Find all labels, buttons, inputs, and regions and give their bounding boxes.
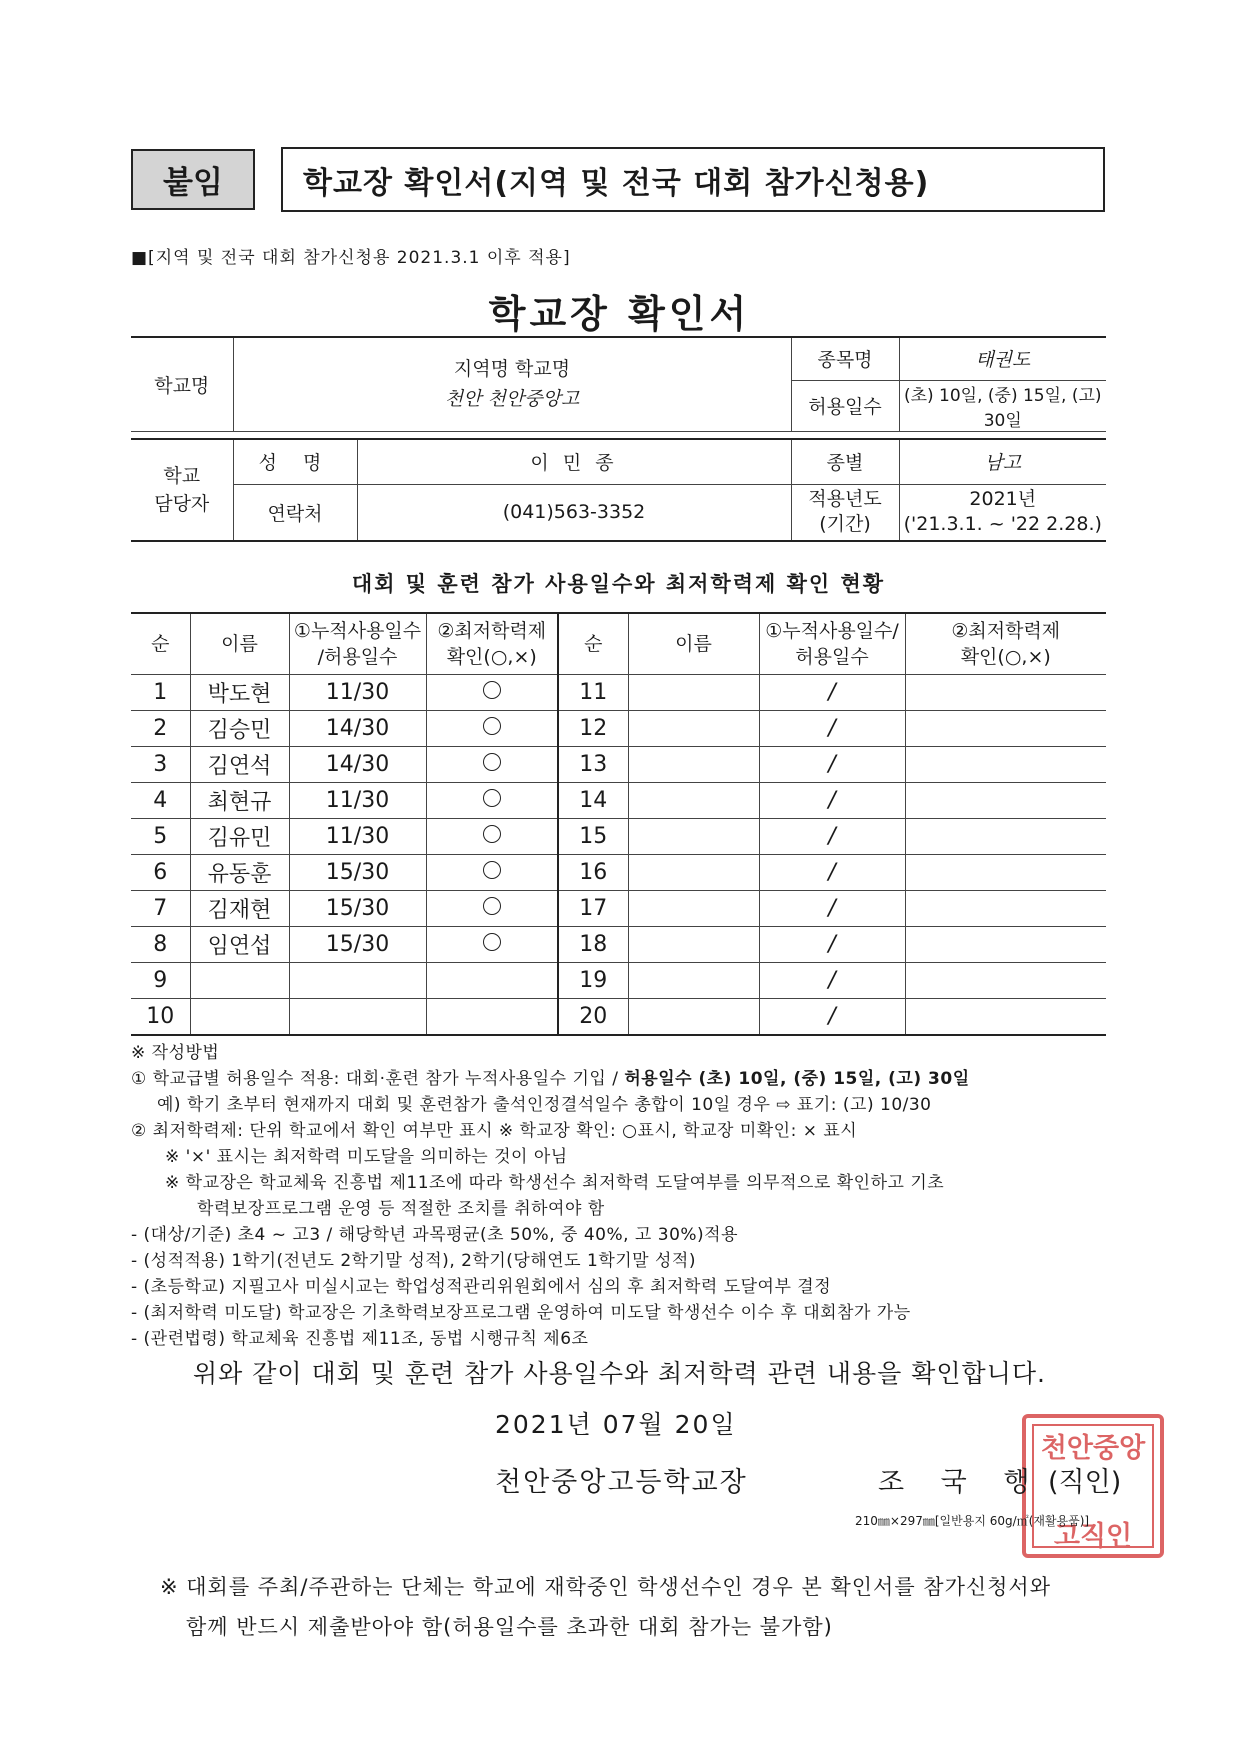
note-1: ① 학교급별 허용일수 적용: 대회·훈련 참가 누적사용일수 기입 / 허용일수 (초) 10일, (중) 15일, (고) 30일 (131, 1069, 970, 1089)
row-check (426, 855, 558, 891)
row-no: 3 (131, 747, 190, 783)
row-no: 6 (131, 855, 190, 891)
row-name-right (628, 855, 759, 891)
header-used-days-right: ①누적사용일수/ 허용일수 (759, 613, 905, 675)
row-no: 1 (131, 675, 190, 711)
paper-spec: 210㎜×297㎜[일반용지 60g/㎡(재활용품)] (855, 1514, 1090, 1528)
contact-value: (041)563-3352 (357, 484, 791, 541)
row-no: 4 (131, 783, 190, 819)
row-name-right (628, 711, 759, 747)
row-check-right (905, 747, 1106, 783)
row-no-right: 13 (558, 747, 628, 783)
row-name: 유동훈 (190, 855, 289, 891)
row-check (426, 711, 558, 747)
row-no-right: 18 (558, 927, 628, 963)
sport-value: 태권도 (899, 337, 1106, 380)
row-check (426, 927, 558, 963)
row-name: 최현규 (190, 783, 289, 819)
row-check-right (905, 927, 1106, 963)
row-check-right (905, 783, 1106, 819)
confirmed-circle-mark (483, 753, 501, 771)
row-name: 김유민 (190, 819, 289, 855)
row-no-right: 14 (558, 783, 628, 819)
principal-name: 조 국 행 (878, 1467, 1044, 1498)
row-name-right (628, 783, 759, 819)
table-row (131, 963, 1106, 999)
table-row (131, 855, 1106, 891)
header-check: ②최저학력제 확인(○,×) (426, 613, 558, 675)
school-label: 학교명 (131, 337, 233, 431)
table-row (131, 999, 1106, 1036)
row-used-days-right: / (759, 891, 905, 927)
row-name-right (628, 891, 759, 927)
row-check (426, 747, 558, 783)
allowed-days-label: 허용일수 (791, 380, 899, 431)
detail-5: - (관련법령) 학교체육 진흥법 제11조, 동법 시행규칙 제6조 (131, 1329, 589, 1349)
header-no-right: 순 (558, 613, 628, 675)
row-used-days-right: / (759, 927, 905, 963)
note-2: ② 최저학력제: 단위 학교에서 확인 여부만 표시 ※ 학교장 확인: ○표시, 학교장 미확인: × 표시 (131, 1121, 858, 1141)
row-name (190, 963, 289, 999)
row-used-days (289, 963, 426, 999)
row-used-days-right: / (759, 855, 905, 891)
row-no: 7 (131, 891, 190, 927)
row-check (426, 999, 558, 1036)
header-used-days: ①누적사용일수 /허용일수 (289, 613, 426, 675)
row-used-days: 15/30 (289, 927, 426, 963)
document-header-title: 학교장 확인서(지역 및 전국 대회 참가신청용) (281, 147, 1105, 212)
name-label: 성 명 (233, 439, 357, 484)
contact-label: 연락처 (233, 484, 357, 541)
row-check (426, 675, 558, 711)
attachment-tag: 붙임 (131, 149, 255, 210)
row-check (426, 783, 558, 819)
row-used-days-right: / (759, 747, 905, 783)
row-no: 5 (131, 819, 190, 855)
row-name-right (628, 963, 759, 999)
school-cell (233, 337, 791, 431)
row-no-right: 12 (558, 711, 628, 747)
row-no: 10 (131, 999, 190, 1036)
note-2-a: ※ '×' 표시는 최저학력 미도달을 의미하는 것이 아님 (165, 1147, 568, 1167)
table-row (131, 747, 1106, 783)
seal-label: (직인) (1048, 1467, 1122, 1498)
detail-4: - (최저학력 미도달) 학교장은 기초학력보장프로그램 운영하여 미도달 학생선수 이수 후 대회참가 가능 (131, 1303, 911, 1323)
row-name-right (628, 819, 759, 855)
gender-value: 남고 (899, 439, 1106, 484)
row-name (190, 999, 289, 1036)
row-check-right (905, 855, 1106, 891)
row-used-days: 15/30 (289, 891, 426, 927)
row-no-right: 15 (558, 819, 628, 855)
row-name: 김재현 (190, 891, 289, 927)
official-seal-stamp: 천안중앙 고직인 (1022, 1414, 1164, 1558)
confirmed-circle-mark (483, 789, 501, 807)
row-name-right (628, 999, 759, 1036)
row-used-days-right: / (759, 783, 905, 819)
detail-2: - (성적적용) 1학기(전년도 2학기말 성적), 2학기(당해연도 1학기말 성적) (131, 1251, 696, 1271)
section-title: 대회 및 훈련 참가 사용일수와 최저학력제 확인 현황 (351, 572, 886, 596)
applicability-note: ■[지역 및 전국 대회 참가신청용 2021.3.1 이후 적용] (131, 248, 571, 268)
row-check (426, 891, 558, 927)
allowed-days-value: (초) 10일, (중) 15일, (고) 30일 (899, 380, 1106, 431)
instructions (131, 1040, 1121, 1352)
row-no: 9 (131, 963, 190, 999)
note-2-b: ※ 학교장은 학교체육 진흥법 제11조에 따라 학생선수 최저학력 도달여부를 의무적으로 확인하고 기초 (165, 1173, 945, 1193)
detail-1: - (대상/기준) 초4 ~ 고3 / 해당학년 과목평균(초 50%, 중 40%, 고 30%)적용 (131, 1225, 739, 1245)
row-check-right (905, 819, 1106, 855)
region-school-label: 지역명 학교명 (453, 358, 571, 381)
row-used-days-right: / (759, 675, 905, 711)
table-row (131, 819, 1106, 855)
row-used-days: 11/30 (289, 819, 426, 855)
participation-table (131, 612, 1106, 1036)
row-name-right (628, 747, 759, 783)
row-name: 임연섭 (190, 927, 289, 963)
header-name: 이름 (190, 613, 289, 675)
header-check-right: ②최저학력제 확인(○,×) (905, 613, 1106, 675)
row-check (426, 963, 558, 999)
row-check-right (905, 891, 1106, 927)
table-row (131, 891, 1106, 927)
confirmed-circle-mark (483, 897, 501, 915)
row-used-days: 15/30 (289, 855, 426, 891)
school-name-value: 천안 천안중앙고 (444, 388, 580, 411)
confirmed-circle-mark (483, 825, 501, 843)
header-name-right: 이름 (628, 613, 759, 675)
row-name-right (628, 675, 759, 711)
year-value: 2021년 ('21.3.1. ~ '22 2.28.) (899, 484, 1106, 541)
row-no: 8 (131, 927, 190, 963)
row-used-days (289, 999, 426, 1036)
row-used-days: 11/30 (289, 783, 426, 819)
note-1-example: 예) 학기 초부터 현재까지 대회 및 훈련참가 출석인정결석일수 총합이 10일 경우 ⇨ 표기: (고) 10/30 (157, 1095, 932, 1115)
year-label: 적용년도 (기간) (791, 484, 899, 541)
school-info-table (131, 336, 1106, 542)
row-check-right (905, 963, 1106, 999)
row-used-days-right: / (759, 711, 905, 747)
row-used-days-right: / (759, 999, 905, 1036)
row-check (426, 819, 558, 855)
row-no-right: 16 (558, 855, 628, 891)
instructions-heading: ※ 작성방법 (131, 1043, 220, 1063)
row-name: 김승민 (190, 711, 289, 747)
row-used-days: 14/30 (289, 711, 426, 747)
confirmed-circle-mark (483, 861, 501, 879)
note-2-b-continued: 학력보장프로그램 운영 등 적절한 조치를 취하여야 함 (197, 1199, 605, 1219)
confirmed-circle-mark (483, 717, 501, 735)
row-used-days-right: / (759, 963, 905, 999)
footer-note: ※ 대회를 주최/주관하는 단체는 학교에 재학중인 학생선수인 경우 본 확인서를 참가신청서와 함께 반드시 제출받아야 함(허용일수를 초과한 대회 참가는 불가함) (160, 1575, 1052, 1639)
table-row (131, 711, 1106, 747)
row-name: 박도현 (190, 675, 289, 711)
row-name: 김연석 (190, 747, 289, 783)
row-no-right: 20 (558, 999, 628, 1036)
confirmation-statement: 위와 같이 대회 및 훈련 참가 사용일수와 최저학력 관련 내용을 확인합니다. (193, 1359, 1046, 1388)
detail-3: - (초등학교) 지필고사 미실시교는 학업성적관리위원회에서 심의 후 최저학력 도달여부 결정 (131, 1277, 832, 1297)
page-title: 학교장 확인서 (488, 292, 751, 336)
row-check-right (905, 999, 1106, 1036)
table-row (131, 675, 1106, 711)
gender-label: 종별 (791, 439, 899, 484)
confirmed-circle-mark (483, 933, 501, 951)
row-no: 2 (131, 711, 190, 747)
table-row (131, 783, 1106, 819)
row-no-right: 11 (558, 675, 628, 711)
sport-label: 종목명 (791, 337, 899, 380)
header-no: 순 (131, 613, 190, 675)
table-row (131, 927, 1106, 963)
row-no-right: 17 (558, 891, 628, 927)
manager-label: 학교 담당자 (131, 439, 233, 541)
row-used-days-right: / (759, 819, 905, 855)
issue-date: 2021년 07월 20일 (495, 1410, 737, 1439)
row-check-right (905, 675, 1106, 711)
row-used-days: 14/30 (289, 747, 426, 783)
confirmed-circle-mark (483, 681, 501, 699)
row-used-days: 11/30 (289, 675, 426, 711)
row-name-right (628, 927, 759, 963)
row-check-right (905, 711, 1106, 747)
principal-title: 천안중앙고등학교장 (495, 1467, 748, 1498)
name-value: 이 민 종 (357, 439, 791, 484)
row-no-right: 19 (558, 963, 628, 999)
